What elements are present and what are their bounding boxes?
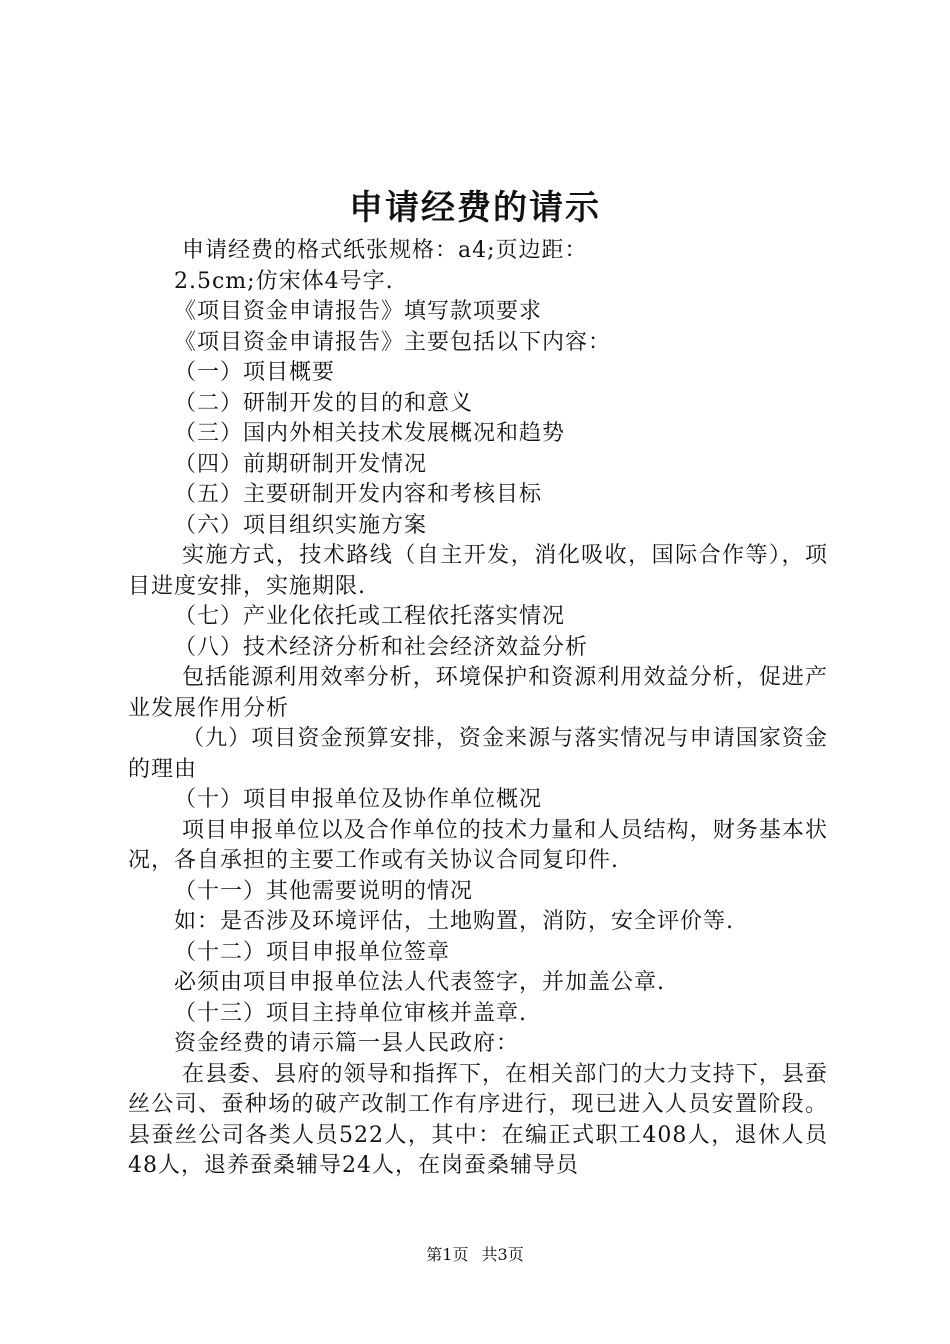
- body-line: （一）项目概要: [174, 360, 336, 385]
- body-line: （四）前期研制开发情况: [174, 451, 428, 477]
- body-line: （三）国内外相关技术发展概况和趋势: [174, 421, 566, 446]
- body-line: （十）项目申报单位及协作单位概况: [174, 787, 543, 812]
- body-line: 资金经费的请示篇一县人民政府：: [174, 1031, 520, 1056]
- page-total: 共3页: [481, 1245, 524, 1264]
- body-line: （七）产业化依托或工程依托落实情况: [174, 604, 566, 629]
- document-title: 申请经费的请示: [349, 188, 601, 228]
- body-line: （八）技术经济分析和社会经济效益分析: [174, 634, 589, 660]
- body-line: 2.5cm;仿宋体4号字.: [174, 268, 394, 294]
- body-line: （十一）其他需要说明的情况: [174, 878, 474, 904]
- budget-paragraph: （九）项目资金预算安排，资金来源与落实情况与申请国家资金的理由: [128, 726, 828, 782]
- body-line: （十二）项目申报单位签章: [174, 939, 451, 965]
- body-line: 必须由项目申报单位法人代表签字，并加盖公章.: [174, 970, 665, 995]
- body-line: 如：是否涉及环境评估，土地购置，消防，安全评价等.: [174, 909, 734, 934]
- units-paragraph: 项目申报单位以及合作单位的技术力量和人员结构，财务基本状况，各自承担的主要工作或有关协议合同复印件.: [128, 817, 828, 873]
- page-footer: [0, 1244, 950, 1266]
- body-line: （十三）项目主持单位审核并盖章.: [174, 1000, 527, 1026]
- page-number: 第1页: [426, 1245, 469, 1264]
- body-line: 《项目资金申请报告》主要包括以下内容：: [174, 329, 612, 355]
- energy-paragraph: 包括能源利用效率分析，环境保护和资源利用效益分析，促进产业发展作用分析: [128, 665, 828, 721]
- document-body: [128, 236, 828, 1182]
- implementation-paragraph: 实施方式，技术路线（自主开发，消化吸收，国际合作等），项目进度安排，实施期限.: [128, 543, 828, 599]
- body-line: 《项目资金申请报告》填写款项要求: [174, 299, 543, 324]
- body-line: （二）研制开发的目的和意义: [174, 390, 474, 416]
- body-line: （五）主要研制开发内容和考核目标: [174, 482, 543, 507]
- final-paragraph: 在县委、县府的领导和指挥下，在相关部门的大力支持下，县蚕丝公司、蚕种场的破产改制工作有序进行，现已进入人员安置阶段。县蚕丝公司各类人员522人，其中：在编正式职工408人，退休人员48人，退养蚕桑辅导24人，在岗蚕桑辅导员: [128, 1061, 829, 1178]
- body-line: （六）项目组织实施方案: [174, 512, 428, 538]
- body-line: 申请经费的格式纸张规格：a4;页边距：: [182, 238, 588, 263]
